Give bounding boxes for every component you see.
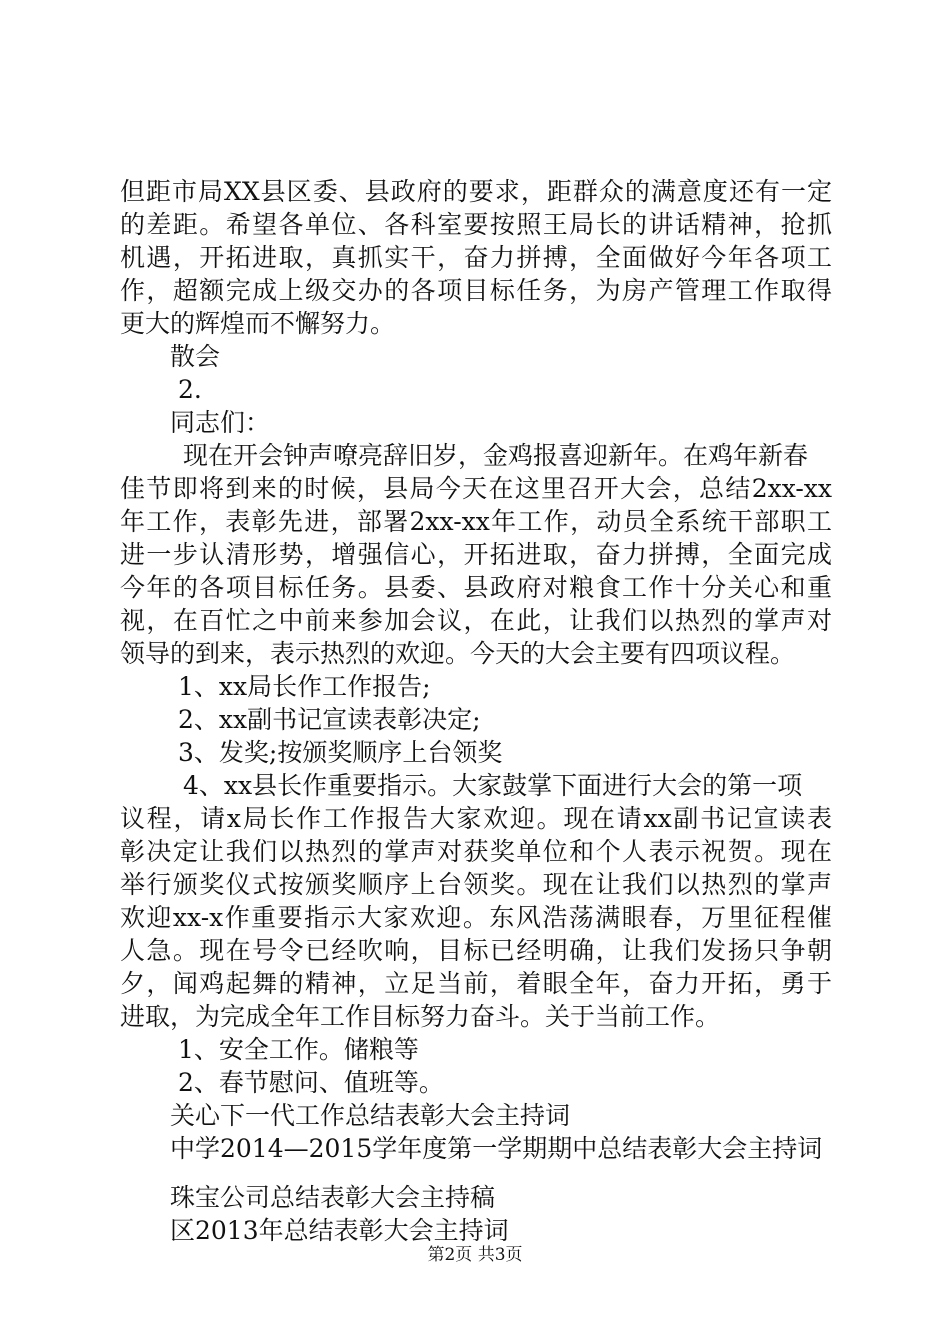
paragraph-line: 人急。现在号令已经吹响，目标已经明确，让我们发扬只争朝	[120, 936, 832, 965]
paragraph-line: 作，超额完成上级交办的各项目标任务，为房产管理工作取得	[120, 276, 832, 305]
closing-text: 散会	[170, 342, 221, 371]
paragraph-line: 机遇，开拓进取，真抓实干，奋力拼搏，全面做好今年各项工	[120, 243, 832, 272]
agenda-item: 1、xx局长作工作报告;	[178, 672, 431, 701]
paragraph-line: 佳节即将到来的时候，县局今天在这里召开大会，总结2xx-xx	[120, 474, 832, 503]
agenda-item: 3、发奖;按颁奖顺序上台领奖	[178, 738, 503, 767]
paragraph-line: 更大的辉煌而不懈努力。	[120, 309, 396, 338]
paragraph-line: 议程，请x局长作工作报告大家欢迎。现在请xx副书记宣读表	[120, 804, 832, 833]
paragraph-line: 举行颁奖仪式按颁奖顺序上台领奖。现在让我们以热烈的掌声	[120, 870, 832, 899]
agenda-item: 2、xx副书记宣读表彰决定;	[178, 705, 481, 734]
related-title: 区2013年总结表彰大会主持词	[170, 1216, 509, 1245]
paragraph-line: 欢迎xx-x作重要指示大家欢迎。东风浩荡满眼春，万里征程催	[120, 903, 832, 932]
paragraph-line: 今年的各项目标任务。县委、县政府对粮食工作十分关心和重	[120, 573, 832, 602]
salutation: 同志们：	[170, 408, 271, 437]
section-number: 2.	[178, 375, 202, 404]
page-footer: 第2页 共3页	[427, 1245, 523, 1265]
paragraph-line: 但距市局XX县区委、县政府的要求，距群众的满意度还有一定	[120, 177, 832, 206]
related-title: 珠宝公司总结表彰大会主持稿	[170, 1183, 496, 1212]
related-title: 关心下一代工作总结表彰大会主持词	[170, 1101, 571, 1130]
related-title: 中学2014—2015学年度第一学期期中总结表彰大会主持词	[170, 1134, 823, 1163]
paragraph-line: 现在开会钟声嘹亮辞旧岁，金鸡报喜迎新年。在鸡年新春	[183, 441, 809, 470]
paragraph-line: 年工作，表彰先进，部署2xx-xx年工作，动员全系统干部职工	[120, 507, 832, 536]
work-item: 1、安全工作。储粮等	[178, 1035, 419, 1064]
paragraph-line: 彰决定让我们以热烈的掌声对获奖单位和个人表示祝贺。现在	[120, 837, 832, 866]
paragraph-line: 4、xx县长作重要指示。大家鼓掌下面进行大会的第一项	[183, 771, 803, 800]
paragraph-line: 领导的到来，表示热烈的欢迎。今天的大会主要有四项议程。	[120, 639, 796, 668]
paragraph-line: 视，在百忙之中前来参加会议，在此，让我们以热烈的掌声对	[120, 606, 832, 635]
paragraph-line: 进取，为完成全年工作目标努力奋斗。关于当前工作。	[120, 1002, 721, 1031]
paragraph-line: 夕，闻鸡起舞的精神，立足当前，着眼全年，奋力开拓，勇于	[120, 969, 832, 998]
work-item: 2、春节慰问、值班等。	[178, 1068, 444, 1097]
paragraph-line: 的差距。希望各单位、各科室要按照王局长的讲话精神，抢抓	[120, 210, 832, 239]
paragraph-line: 进一步认清形势，增强信心，开拓进取，奋力拼搏，全面完成	[120, 540, 832, 569]
